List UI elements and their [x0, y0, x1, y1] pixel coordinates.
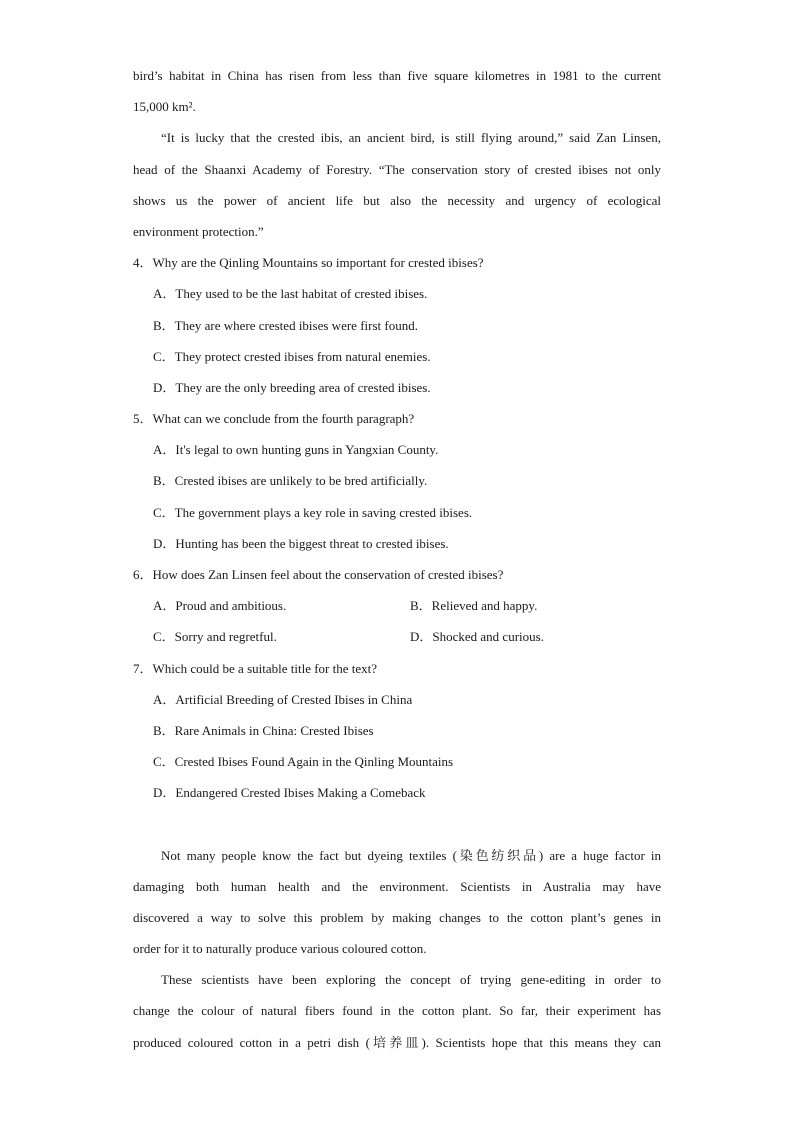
- question-stem: 4．Why are the Qinling Mountains so important for crested ibises?: [133, 255, 484, 271]
- text-line: produced coloured cotton in a petri dish (培养皿). Scientists hope that this means they can: [133, 1034, 661, 1050]
- question-6: [133, 559, 661, 653]
- text-line: order for it to naturally produce various coloured cotton.: [133, 941, 427, 957]
- answer-option-b: B．Relieved and happy.: [410, 598, 538, 614]
- answer-option-d: D．They are the only breeding area of crested ibises.: [153, 379, 431, 395]
- text-line: 15,000 km².: [133, 99, 196, 115]
- options-row: [133, 621, 661, 652]
- passage-tail-paragraph: [133, 60, 661, 122]
- answer-option-a: A．Proud and ambitious.: [153, 598, 287, 614]
- options-row: [133, 590, 661, 621]
- answer-option-a: A．Artificial Breeding of Crested Ibises in China: [153, 691, 413, 707]
- answer-option-d: D．Endangered Crested Ibises Making a Comeback: [153, 785, 426, 801]
- question-5: [133, 403, 661, 559]
- answer-option-c: C．Sorry and regretful.: [153, 629, 277, 645]
- text-line: “It is lucky that the crested ibis, an ancient bird, is still flying around,” said Zan Linsen,: [161, 130, 661, 146]
- quote-paragraph: [133, 122, 661, 247]
- text-line: These scientists have been exploring the concept of trying gene-editing in order to: [161, 972, 661, 988]
- answer-option-d: D．Shocked and curious.: [410, 629, 544, 645]
- answer-option-b: B．Rare Animals in China: Crested Ibises: [153, 722, 374, 738]
- question-stem: 7．Which could be a suitable title for the text?: [133, 660, 378, 676]
- answer-option-b: B．Crested ibises are unlikely to be bred artificially.: [153, 473, 428, 489]
- section-gap: [133, 809, 661, 840]
- text-line: head of the Shaanxi Academy of Forestry. “The conservation story of crested ibises not only: [133, 161, 661, 177]
- text-line: discovered a way to solve this problem by making changes to the cotton plant’s genes in: [133, 909, 661, 925]
- question-stem: 6．How does Zan Linsen feel about the conservation of crested ibises?: [133, 567, 504, 582]
- text-line: bird’s habitat in China has risen from less than five square kilometres in 1981 to the current: [133, 68, 661, 83]
- answer-option-a: A．It's legal to own hunting guns in Yangxian County.: [153, 442, 439, 458]
- answer-option-c: C．Crested Ibises Found Again in the Qinling Mountains: [153, 754, 454, 770]
- answer-option-b: B．They are where crested ibises were first found.: [153, 317, 418, 333]
- answer-option-a: A．They used to be the last habitat of crested ibises.: [153, 286, 428, 302]
- question-7: [133, 653, 661, 809]
- text-line: change the colour of natural fibers found in the cotton plant. So far, their experiment has: [133, 1003, 661, 1019]
- text-line: environment protection.”: [133, 223, 264, 239]
- answer-option-c: C．They protect crested ibises from natural enemies.: [153, 348, 431, 364]
- question-stem: 5．What can we conclude from the fourth paragraph?: [133, 411, 415, 427]
- text-line: shows us the power of ancient life but also the necessity and urgency of ecological: [133, 192, 661, 208]
- next-passage-paragraph-1: [133, 840, 661, 965]
- answer-option-c: C．The government plays a key role in saving crested ibises.: [153, 504, 473, 520]
- answer-option-d: D．Hunting has been the biggest threat to crested ibises.: [153, 535, 449, 551]
- next-passage-paragraph-2: [133, 964, 661, 1058]
- document-page: [133, 60, 661, 1058]
- text-line: Not many people know the fact but dyeing textiles (染色纺织品) are a huge factor in: [161, 847, 661, 863]
- text-line: damaging both human health and the environment. Scientists in Australia may have: [133, 878, 661, 894]
- question-4: [133, 247, 661, 403]
